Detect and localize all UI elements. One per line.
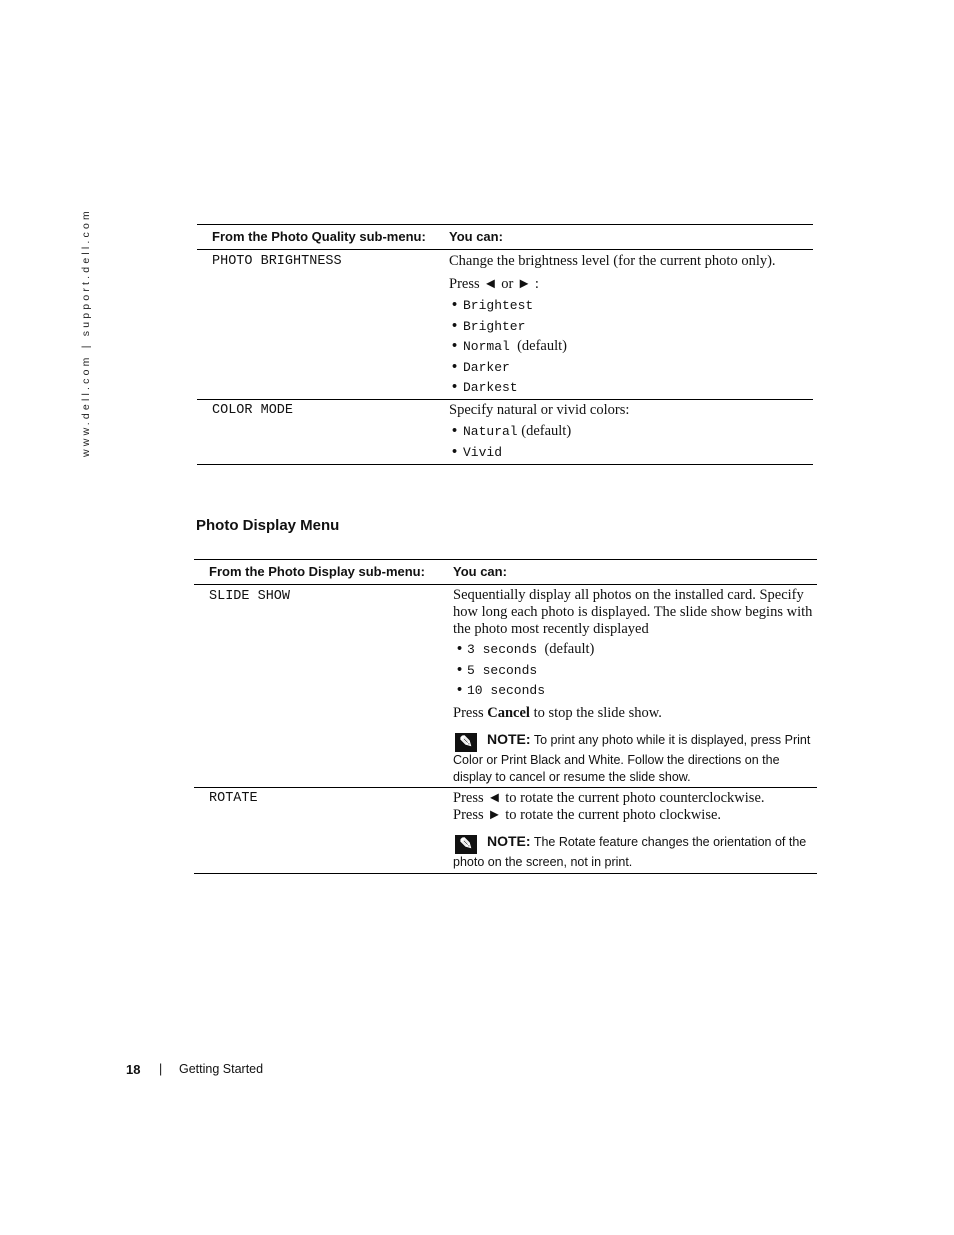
row-value [449,402,809,462]
list-item: • Brighter [452,317,526,334]
col2-header: You can: [453,564,507,579]
row-key: PHOTO BRIGHTNESS [212,254,342,269]
option-list [449,295,809,398]
note-box: ✎ NOTE: The Rotate feature changes the orientation of the photo on the screen, not in print. [453,833,815,871]
row-value [453,587,815,786]
list-item: • 5 seconds [457,661,538,678]
row-key: SLIDE SHOW [209,589,291,604]
row-value [453,790,815,871]
list-item: • Darkest [452,379,518,395]
col2-header: You can: [449,229,503,244]
table-row [194,585,817,788]
table-row [197,400,813,465]
list-item: • Normal (default) [452,338,567,354]
row-press-hint: Press ◄ or ► : [449,276,539,292]
note-label: NOTE: [487,833,531,849]
list-item: • 3 seconds (default) [457,641,595,657]
section-title: Photo Display Menu [196,517,340,534]
col1-header: From the Photo Quality sub-menu: [212,229,426,244]
row-description: Specify natural or vivid colors: [449,402,630,418]
photo-quality-table [197,224,813,465]
row-description-line: Sequentially display all photos on the installed card. Specify [453,587,804,603]
row-description-line: the photo most recently displayed [453,621,649,637]
option-list [453,639,815,701]
note-label: NOTE: [487,730,531,747]
list-item: • Vivid [452,443,503,460]
table-header [194,559,817,585]
row-description-line: how long each photo is displayed. The slide show begins with [453,604,813,620]
pencil-note-icon: ✎ [455,835,477,854]
col1-header: From the Photo Display sub-menu: [209,564,425,579]
footer-separator: | [159,1062,163,1076]
list-item: • Brightest [452,297,534,313]
table-row [197,250,813,400]
note-line: display to cancel or resume the slide show. [453,769,691,784]
option-list [449,421,809,462]
list-item: • Natural (default) [452,423,572,439]
side-url: www.dell.com | support.dell.com [80,208,92,457]
rotate-cw-line: Press ► to rotate the current photo clockwise. [453,807,722,823]
cancel-instruction: Press Cancel to stop the slide show. [453,704,662,721]
row-key: COLOR MODE [212,403,294,418]
row-description: Change the brightness level (for the current photo only). [449,253,776,269]
list-item: • Darker [452,358,510,375]
note-line: photo on the screen, not in print. [453,855,633,869]
page-number: 18 [126,1062,141,1077]
note-line: Color or Print Black and White. Follow the directions on the [453,752,780,767]
footer-section: Getting Started [179,1062,264,1076]
table-row [194,788,817,874]
table-header [197,224,813,250]
pencil-note-icon: ✎ [455,733,477,752]
photo-display-table [194,559,817,874]
row-key: ROTATE [209,791,258,806]
row-value [449,253,809,398]
rotate-ccw-line: Press ◄ to rotate the current photo counterclockwise. [453,790,765,806]
note-box: ✎ NOTE: To print any photo while it is displayed, press Print Color or Print Black and White. Follow the directions on the display to cancel or resume the slide show. [453,731,815,786]
list-item: • 10 seconds [457,682,546,698]
